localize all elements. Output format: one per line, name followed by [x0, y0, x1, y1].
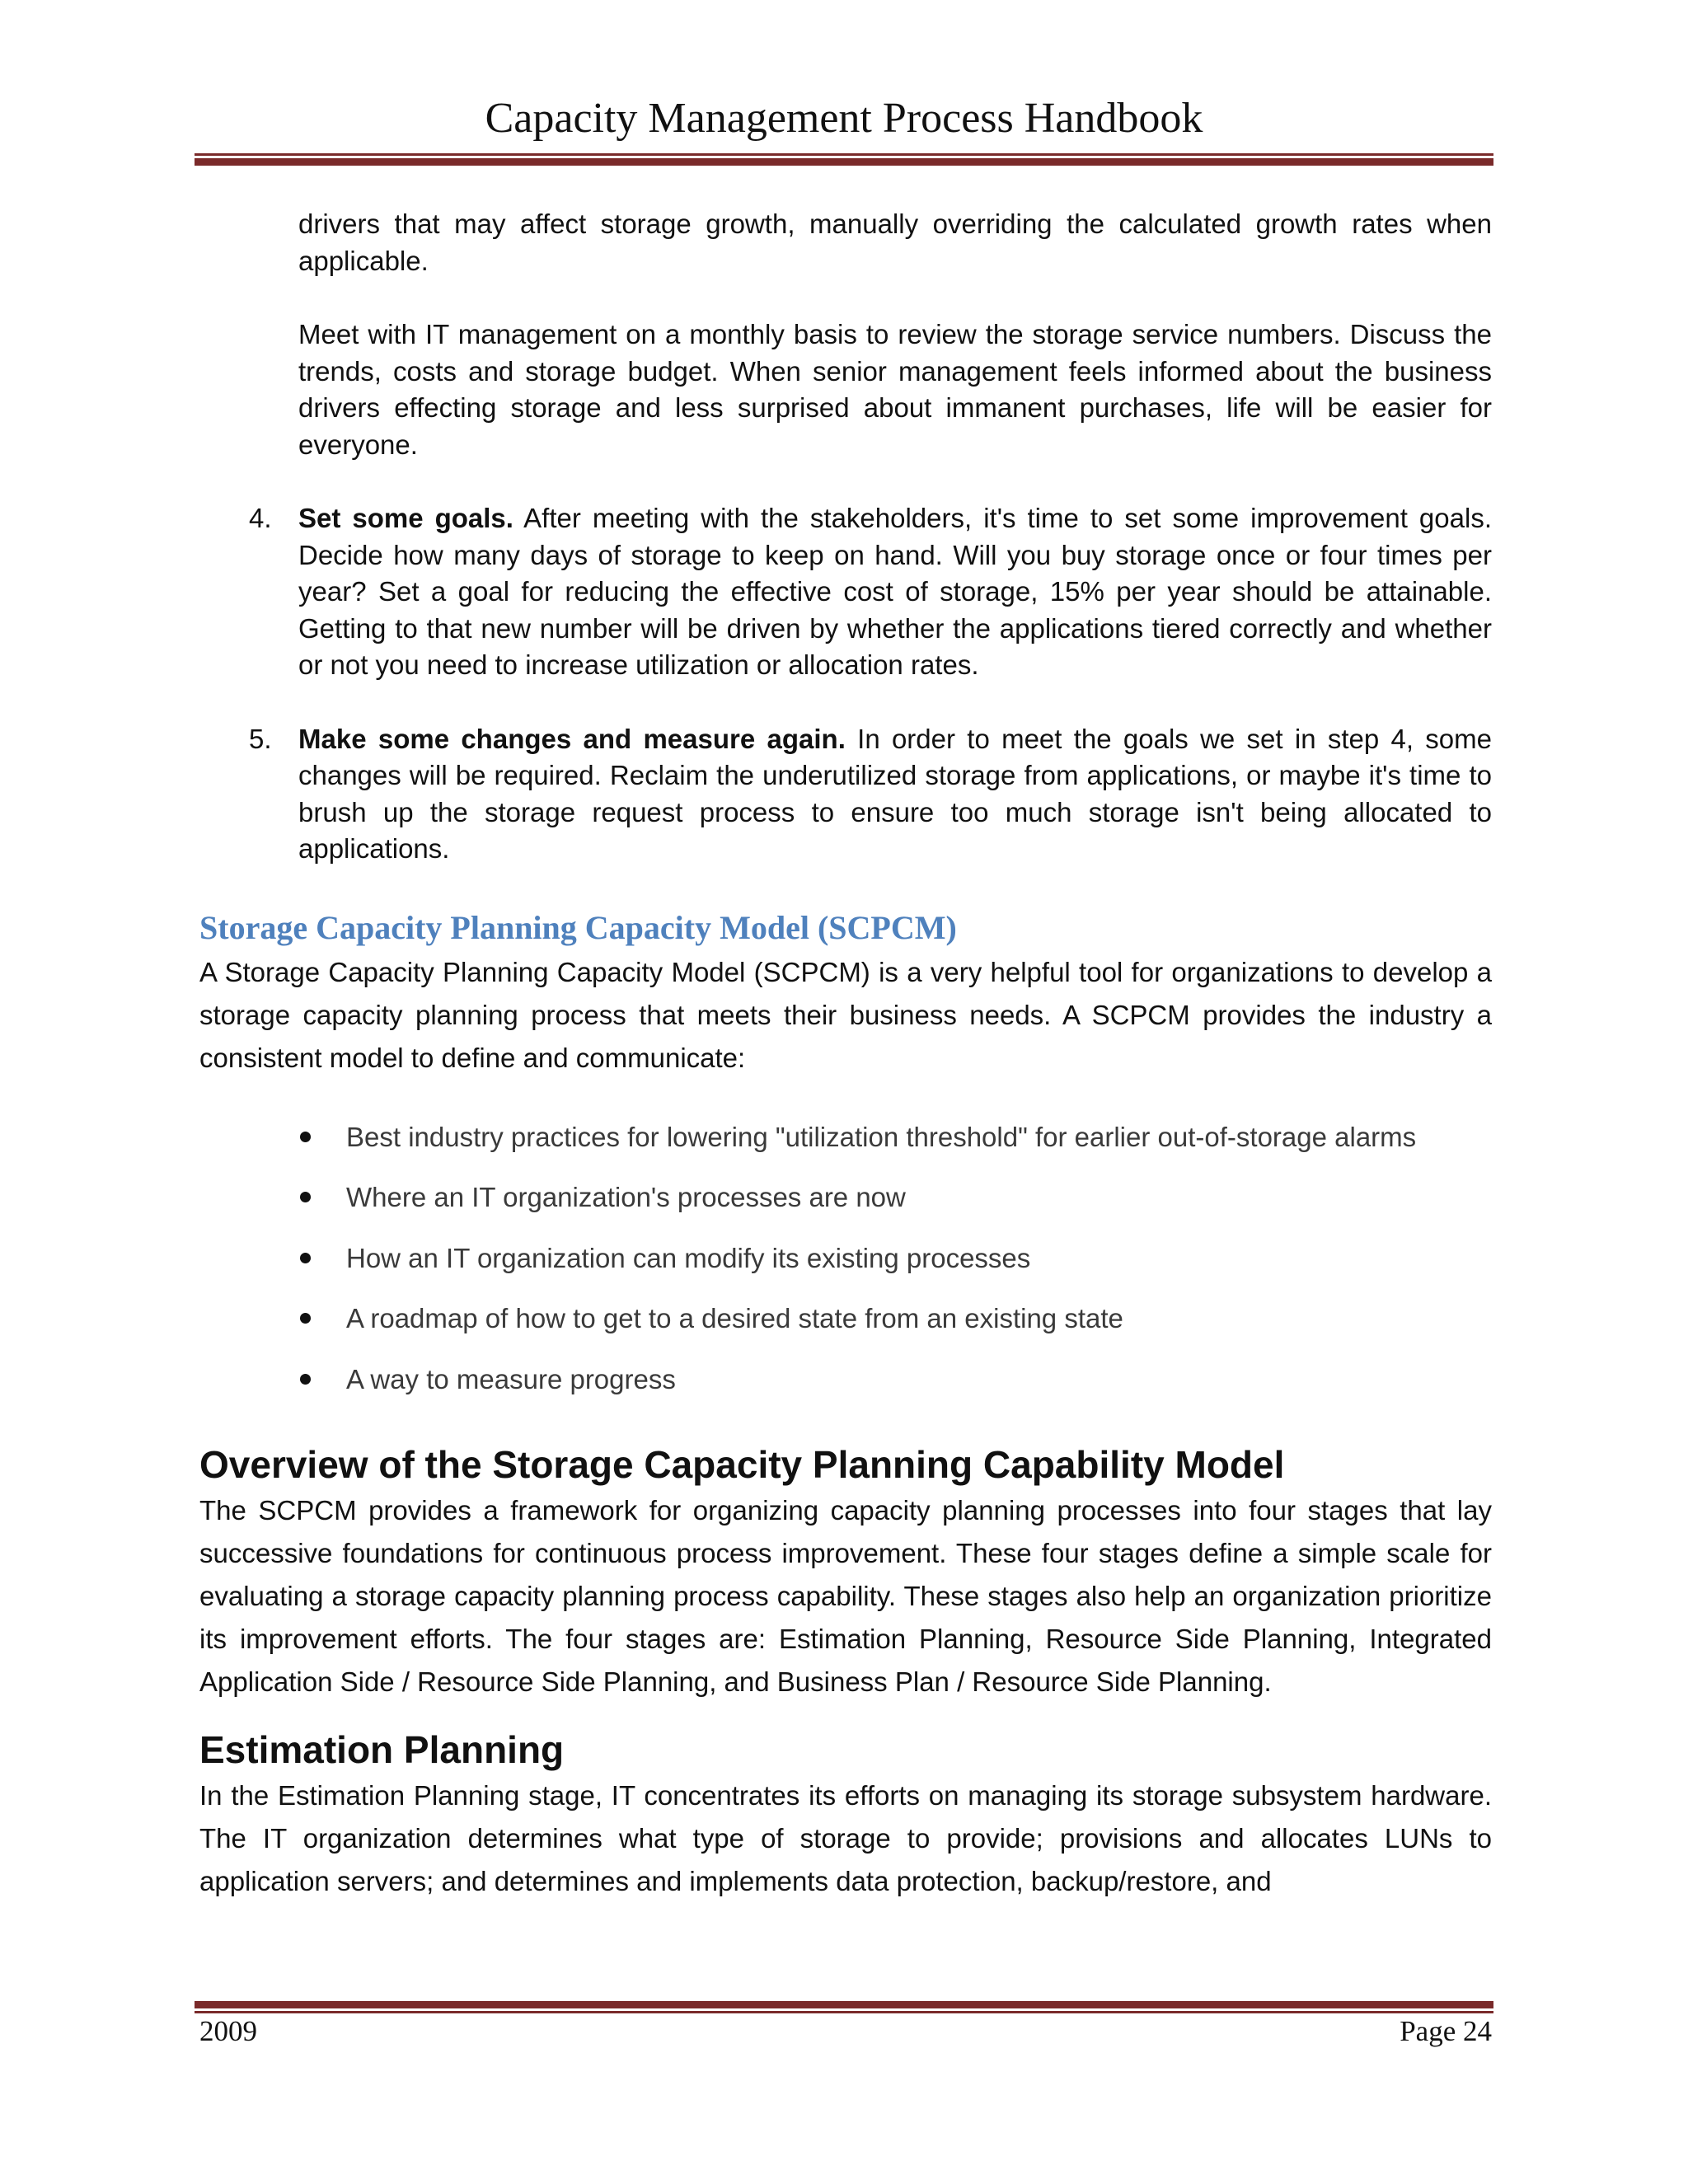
list-item-text: Best industry practices for lowering "utilization threshold" for earlier out-of-storage alarms: [346, 1121, 1417, 1152]
continuation-section: [298, 206, 1492, 463]
item-text: In order to meet the goals we set in step 4, some changes will be required. Reclaim the underutilized storage from applications, or maybe it's time to brush up the storage request process to ensure too much storage isn't being allocated to applications.: [298, 723, 1492, 864]
bullet-icon: [300, 1374, 311, 1385]
numbered-item-5: [249, 721, 1492, 868]
continuation-paragraph: drivers that may affect storage growth, manually overriding the calculated growth rates when applicable.: [298, 209, 1492, 276]
bullet-icon: [300, 1192, 311, 1202]
bullet-icon: [300, 1313, 311, 1324]
page-number: Page 24: [1400, 2015, 1492, 2047]
estimation-heading: Estimation Planning: [199, 1728, 565, 1771]
list-item-text: Where an IT organization's processes are now: [346, 1182, 906, 1212]
scpcm-bullet-list: [199, 1119, 1492, 1422]
bullet-icon: [300, 1253, 311, 1263]
scpcm-body: A Storage Capacity Planning Capacity Model (SCPCM) is a very helpful tool for organizations to develop a storage capacity planning process that meets their business needs. A SCPCM provides the industry a consistent model to define and communicate:: [199, 956, 1492, 1073]
item-number: 5.: [249, 723, 272, 754]
estimation-body: In the Estimation Planning stage, IT concentrates its efforts on managing its storage subsystem hardware. The IT organization determines what type of storage to provide; provisions and allocates LUNs to application servers; and determines and implements data protection, backup/restore, and: [199, 1780, 1492, 1896]
bullet-icon: [300, 1132, 311, 1142]
list-item-text: A roadmap of how to get to a desired state from an existing state: [346, 1303, 1123, 1333]
item-text: After meeting with the stakeholders, it's time to set some improvement goals. Decide how many days of storage to keep on hand. Will you buy storage once or four times per year? Set a goal for reducing the effective cost of storage, 15% per year should be attainable. Getting to that new number will be driven by whether the applications tiered correctly and whether or not you need to increase utilization or allocation rates.: [298, 503, 1492, 680]
numbered-item-4: [249, 500, 1492, 684]
page-content: [199, 206, 1492, 1903]
list-item: [199, 1240, 1492, 1301]
management-meeting-paragraph: Meet with IT management on a monthly basis to review the storage service numbers. Discuss the trends, costs and storage budget. When senior management feels informed about the business drivers effecting storage and less surprised about immanent purchases, life will be easier for everyone.: [298, 319, 1492, 460]
footer-year: 2009: [199, 2015, 257, 2047]
footer-rule: [195, 2001, 1493, 2013]
item-number: 4.: [249, 503, 272, 533]
list-item-text: How an IT organization can modify its existing processes: [346, 1242, 1031, 1273]
list-item: [199, 1119, 1492, 1180]
list-item: [199, 1179, 1492, 1240]
scpcm-heading: Storage Capacity Planning Capacity Model (SCPCM): [199, 908, 957, 946]
page-header-title: Capacity Management Process Handbook: [485, 95, 1203, 142]
item-title: Make some changes and measure again.: [298, 723, 846, 754]
overview-heading: Overview of the Storage Capacity Planning Capability Model: [199, 1443, 1285, 1486]
header-rule: [195, 153, 1493, 166]
list-item: [199, 1361, 1492, 1422]
list-item-text: A way to measure progress: [346, 1363, 676, 1394]
overview-body: The SCPCM provides a framework for organizing capacity planning processes into four stages that lay successive foundations for continuous process improvement. These four stages define a simple scale for evaluating a storage capacity planning process capability. These stages also help an organization prioritize its improvement efforts. The four stages are: Estimation Planning, Resource Side Planning, Integrated Application Side / Resource Side Planning, and Business Plan / Resource Side Planning.: [199, 1495, 1492, 1697]
list-item: [199, 1301, 1492, 1361]
item-title: Set some goals.: [298, 503, 513, 533]
